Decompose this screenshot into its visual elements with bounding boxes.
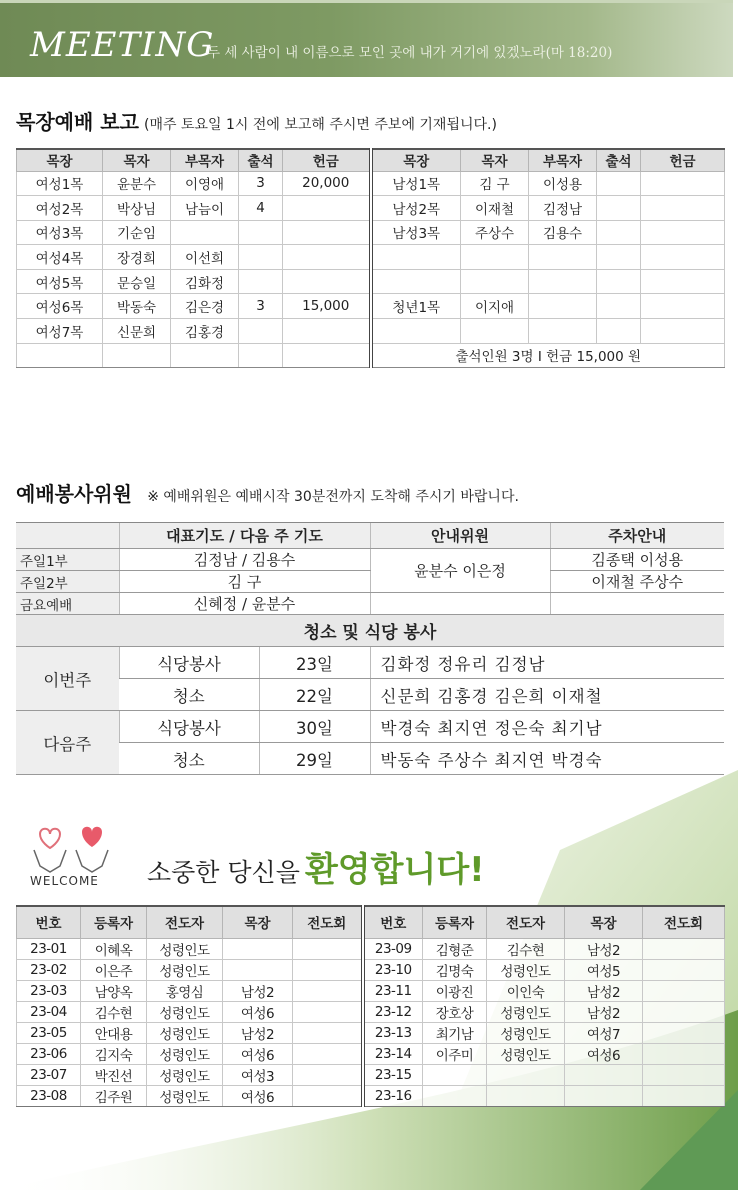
table-cell — [487, 1064, 565, 1085]
table-cell — [371, 269, 461, 294]
report-table — [16, 148, 725, 368]
table-cell — [371, 245, 461, 270]
table-cell: 성령인도 — [147, 1001, 223, 1022]
table-cell: 김주원 — [81, 1085, 147, 1106]
table-cell: 남성2 — [565, 980, 643, 1001]
service-header-parking: 주차안내 — [550, 523, 724, 549]
table-cell: 성령인도 — [147, 1043, 223, 1064]
table-cell: 이선희 — [171, 245, 239, 270]
service-header-row — [16, 523, 724, 549]
welcome-logo-text: WELCOME — [30, 874, 99, 888]
cleaning-date: 30일 — [259, 711, 370, 743]
table-cell: 박동숙 — [103, 294, 171, 319]
table-cell: 박상님 — [103, 196, 171, 221]
column-header: 번호 — [363, 906, 423, 938]
table-cell: 홍영심 — [147, 980, 223, 1001]
cleaning-row — [16, 711, 724, 743]
table-cell: 3 — [239, 171, 283, 196]
cleaning-row — [16, 647, 724, 679]
table-cell: 성령인도 — [147, 1064, 223, 1085]
table-row — [17, 1043, 725, 1064]
report-heading — [16, 106, 497, 135]
next-week-label: 다음주 — [16, 711, 119, 775]
table-cell — [597, 196, 641, 221]
table-cell — [641, 220, 725, 245]
table-cell: 장경희 — [103, 245, 171, 270]
table-cell: 남성2 — [565, 938, 643, 959]
table-cell: 23-09 — [363, 938, 423, 959]
table-cell: 여성2목 — [17, 196, 103, 221]
table-cell: 23-01 — [17, 938, 81, 959]
report-header-row — [17, 149, 725, 171]
table-cell: 이영애 — [171, 171, 239, 196]
table-cell: 여성7목 — [17, 319, 103, 344]
table-cell: 여성3목 — [17, 220, 103, 245]
table-cell — [223, 959, 293, 980]
service-row-parking — [550, 593, 724, 615]
table-cell: 기순임 — [103, 220, 171, 245]
table-cell: 23-02 — [17, 959, 81, 980]
welcome-logo — [30, 822, 130, 892]
column-header: 등록자 — [81, 906, 147, 938]
table-cell — [171, 220, 239, 245]
table-cell — [641, 196, 725, 221]
welcome-text-bold: 환영합니다! — [304, 850, 485, 890]
table-cell — [641, 245, 725, 270]
table-cell — [283, 319, 371, 344]
table-cell: 성령인도 — [147, 938, 223, 959]
table-cell: 이성용 — [529, 171, 597, 196]
column-header: 전도자 — [147, 906, 223, 938]
table-cell: 김수현 — [487, 938, 565, 959]
cleaning-date: 23일 — [259, 647, 370, 679]
service-row-label: 금요예배 — [16, 593, 119, 615]
table-cell: 여성6목 — [17, 294, 103, 319]
table-cell — [239, 269, 283, 294]
column-header: 목장 — [17, 149, 103, 171]
table-cell: 여성6 — [223, 1043, 293, 1064]
column-header: 헌금 — [283, 149, 371, 171]
column-header: 출석 — [239, 149, 283, 171]
table-cell — [293, 959, 363, 980]
table-cell: 4 — [239, 196, 283, 221]
report-title: 목장예배 보고 — [16, 110, 139, 134]
banner-title: MEETING — [30, 25, 215, 65]
service-row-prayer: 김정남 / 김용수 — [119, 549, 370, 571]
welcome-text-plain: 소중한 당신을 — [147, 858, 300, 887]
column-header: 목장 — [223, 906, 293, 938]
cleaning-task: 식당봉사 — [119, 647, 259, 679]
report-summary: 출석인원 3명 I 헌금 15,000 원 — [371, 343, 725, 368]
table-cell: 청년1목 — [371, 294, 461, 319]
service-row-prayer: 김 구 — [119, 571, 370, 593]
table-cell: 여성4목 — [17, 245, 103, 270]
table-cell: 장호상 — [423, 1001, 487, 1022]
table-cell: 안대용 — [81, 1022, 147, 1043]
service-row-parking: 김종택 이성용 — [550, 549, 724, 571]
table-cell: 여성5 — [565, 959, 643, 980]
table-cell — [597, 171, 641, 196]
table-cell: 남성2 — [565, 1001, 643, 1022]
table-cell — [239, 245, 283, 270]
table-cell: 23-07 — [17, 1064, 81, 1085]
table-cell — [283, 245, 371, 270]
table-cell: 성령인도 — [147, 959, 223, 980]
table-row — [17, 319, 725, 344]
table-cell — [293, 1064, 363, 1085]
cleaning-row — [16, 679, 724, 711]
table-cell — [239, 220, 283, 245]
registry-table — [16, 905, 725, 1107]
table-cell: 이재철 — [461, 196, 529, 221]
table-cell — [643, 1085, 725, 1106]
table-cell — [597, 269, 641, 294]
cleaning-names: 박경숙 최지연 정은숙 최기남 — [370, 711, 724, 743]
column-header: 목장 — [371, 149, 461, 171]
table-cell — [371, 319, 461, 344]
table-row — [17, 171, 725, 196]
table-cell: 23-05 — [17, 1022, 81, 1043]
table-cell: 23-03 — [17, 980, 81, 1001]
table-cell: 20,000 — [283, 171, 371, 196]
table-cell: 성령인도 — [487, 1022, 565, 1043]
table-cell — [293, 980, 363, 1001]
table-cell: 남성3목 — [371, 220, 461, 245]
table-cell — [423, 1064, 487, 1085]
table-cell: 김수현 — [81, 1001, 147, 1022]
table-cell: 이지애 — [461, 294, 529, 319]
service-header-usher: 안내위원 — [370, 523, 550, 549]
table-cell — [529, 319, 597, 344]
table-cell — [597, 245, 641, 270]
column-header: 전도회 — [643, 906, 725, 938]
table-cell — [529, 294, 597, 319]
table-cell: 김용수 — [529, 220, 597, 245]
table-cell — [293, 1022, 363, 1043]
table-cell — [565, 1064, 643, 1085]
table-cell: 23-12 — [363, 1001, 423, 1022]
service-note: ※ 예배위원은 예배시작 30분전까지 도착해 주시기 바랍니다. — [147, 489, 519, 505]
table-cell — [643, 1043, 725, 1064]
table-row — [17, 196, 725, 221]
table-cell: 남성2목 — [371, 196, 461, 221]
table-cell: 23-06 — [17, 1043, 81, 1064]
table-row — [17, 294, 725, 319]
table-row — [17, 980, 725, 1001]
banner-verse: 두 세 사람이 내 이름으로 모인 곳에 내가 거기에 있겠노라(마 18:20) — [207, 45, 613, 61]
table-cell: 여성1목 — [17, 171, 103, 196]
table-cell: 여성6 — [223, 1001, 293, 1022]
cleaning-task: 청소 — [119, 679, 259, 711]
table-cell — [529, 269, 597, 294]
welcome-message — [147, 842, 485, 891]
cleaning-title-row — [16, 615, 724, 647]
table-cell — [641, 269, 725, 294]
table-cell: 23-16 — [363, 1085, 423, 1106]
column-header: 번호 — [17, 906, 81, 938]
table-cell: 3 — [239, 294, 283, 319]
table-row — [17, 959, 725, 980]
service-row-usher-empty — [370, 593, 550, 615]
column-header: 부목자 — [529, 149, 597, 171]
table-cell — [223, 938, 293, 959]
table-cell — [597, 294, 641, 319]
service-row-label: 주일2부 — [16, 571, 119, 593]
table-cell — [643, 980, 725, 1001]
table-cell: 박진선 — [81, 1064, 147, 1085]
service-heading — [16, 478, 519, 507]
table-cell — [239, 319, 283, 344]
table-row — [17, 1022, 725, 1043]
table-cell: 문승일 — [103, 269, 171, 294]
table-cell — [283, 196, 371, 221]
column-header: 등록자 — [423, 906, 487, 938]
table-cell: 여성5목 — [17, 269, 103, 294]
table-cell: 김형준 — [423, 938, 487, 959]
column-header: 전도회 — [293, 906, 363, 938]
table-cell: 성령인도 — [487, 959, 565, 980]
table-cell — [461, 269, 529, 294]
column-header: 부목자 — [171, 149, 239, 171]
registry-header-row — [17, 906, 725, 938]
table-cell — [641, 171, 725, 196]
table-cell: 김명숙 — [423, 959, 487, 980]
table-cell: 23-08 — [17, 1085, 81, 1106]
table-cell — [461, 245, 529, 270]
table-cell: 23-04 — [17, 1001, 81, 1022]
table-cell: 성령인도 — [147, 1085, 223, 1106]
table-cell: 이주미 — [423, 1043, 487, 1064]
service-row-prayer: 신혜정 / 윤분수 — [119, 593, 370, 615]
table-cell: 남성2 — [223, 980, 293, 1001]
service-row — [16, 549, 724, 571]
table-row — [17, 938, 725, 959]
table-cell: 김정남 — [529, 196, 597, 221]
table-cell: 김화정 — [171, 269, 239, 294]
cleaning-names: 신문희 김홍경 김은희 이재철 — [370, 679, 724, 711]
table-row — [17, 220, 725, 245]
column-header: 헌금 — [641, 149, 725, 171]
header-banner — [0, 0, 733, 77]
table-cell — [239, 343, 283, 368]
table-cell: 최기남 — [423, 1022, 487, 1043]
service-row-label: 주일1부 — [16, 549, 119, 571]
table-row — [17, 1064, 725, 1085]
column-header: 전도자 — [487, 906, 565, 938]
service-usher: 윤분수 이은정 — [370, 549, 550, 593]
column-header: 목자 — [461, 149, 529, 171]
report-subtitle: (매주 토요일 1시 전에 보고해 주시면 주보에 기재됩니다.) — [143, 117, 497, 133]
table-cell — [529, 245, 597, 270]
table-cell — [643, 1001, 725, 1022]
table-cell: 남늠이 — [171, 196, 239, 221]
table-cell — [641, 294, 725, 319]
this-week-label: 이번주 — [16, 647, 119, 711]
table-cell: 23-14 — [363, 1043, 423, 1064]
table-cell — [597, 319, 641, 344]
table-row — [17, 1001, 725, 1022]
table-cell: 이광진 — [423, 980, 487, 1001]
table-cell: 남성1목 — [371, 171, 461, 196]
table-cell: 15,000 — [283, 294, 371, 319]
table-cell — [565, 1085, 643, 1106]
table-cell: 23-10 — [363, 959, 423, 980]
table-row — [17, 343, 725, 368]
service-row-parking: 이재철 주상수 — [550, 571, 724, 593]
table-cell — [643, 1064, 725, 1085]
table-cell: 23-13 — [363, 1022, 423, 1043]
table-cell — [461, 319, 529, 344]
cleaning-task: 식당봉사 — [119, 711, 259, 743]
cleaning-date: 22일 — [259, 679, 370, 711]
table-cell — [293, 1085, 363, 1106]
table-cell — [283, 343, 371, 368]
table-cell — [643, 1022, 725, 1043]
table-row — [17, 245, 725, 270]
cleaning-task: 청소 — [119, 743, 259, 775]
service-header-blank — [16, 523, 119, 549]
cleaning-names: 박동숙 주상수 최지연 박경숙 — [370, 743, 724, 775]
column-header: 출석 — [597, 149, 641, 171]
table-cell — [487, 1085, 565, 1106]
service-table — [16, 522, 724, 775]
table-cell: 성령인도 — [487, 1001, 565, 1022]
column-header: 목자 — [103, 149, 171, 171]
service-title: 예배봉사위원 — [16, 482, 132, 506]
cleaning-title: 청소 및 식당 봉사 — [16, 615, 724, 647]
table-cell: 여성7 — [565, 1022, 643, 1043]
table-cell — [641, 319, 725, 344]
service-row — [16, 593, 724, 615]
table-cell: 23-15 — [363, 1064, 423, 1085]
hands-heart-icon — [30, 822, 130, 877]
table-cell: 여성6 — [565, 1043, 643, 1064]
table-cell: 여성6 — [223, 1085, 293, 1106]
table-cell: 여성3 — [223, 1064, 293, 1085]
table-cell — [103, 343, 171, 368]
table-cell: 남성2 — [223, 1022, 293, 1043]
table-cell: 김은경 — [171, 294, 239, 319]
table-cell: 신문희 — [103, 319, 171, 344]
table-cell: 김지숙 — [81, 1043, 147, 1064]
table-cell: 주상수 — [461, 220, 529, 245]
table-cell: 김 구 — [461, 171, 529, 196]
service-header-prayer: 대표기도 / 다음 주 기도 — [119, 523, 370, 549]
table-cell: 이혜옥 — [81, 938, 147, 959]
table-cell — [283, 220, 371, 245]
table-cell: 이은주 — [81, 959, 147, 980]
cleaning-names: 김화정 정유리 김정남 — [370, 647, 724, 679]
table-cell: 성령인도 — [147, 1022, 223, 1043]
table-cell: 이인숙 — [487, 980, 565, 1001]
table-cell: 김홍경 — [171, 319, 239, 344]
table-cell: 23-11 — [363, 980, 423, 1001]
table-cell — [171, 343, 239, 368]
table-cell — [643, 938, 725, 959]
table-cell — [17, 343, 103, 368]
table-cell: 성령인도 — [487, 1043, 565, 1064]
table-cell — [643, 959, 725, 980]
table-cell — [597, 220, 641, 245]
cleaning-date: 29일 — [259, 743, 370, 775]
table-row — [17, 1085, 725, 1106]
column-header: 목장 — [565, 906, 643, 938]
table-cell: 남양옥 — [81, 980, 147, 1001]
table-cell: 윤분수 — [103, 171, 171, 196]
table-cell — [423, 1085, 487, 1106]
table-cell — [293, 938, 363, 959]
table-row — [17, 269, 725, 294]
table-cell — [293, 1001, 363, 1022]
table-cell — [283, 269, 371, 294]
table-cell — [293, 1043, 363, 1064]
